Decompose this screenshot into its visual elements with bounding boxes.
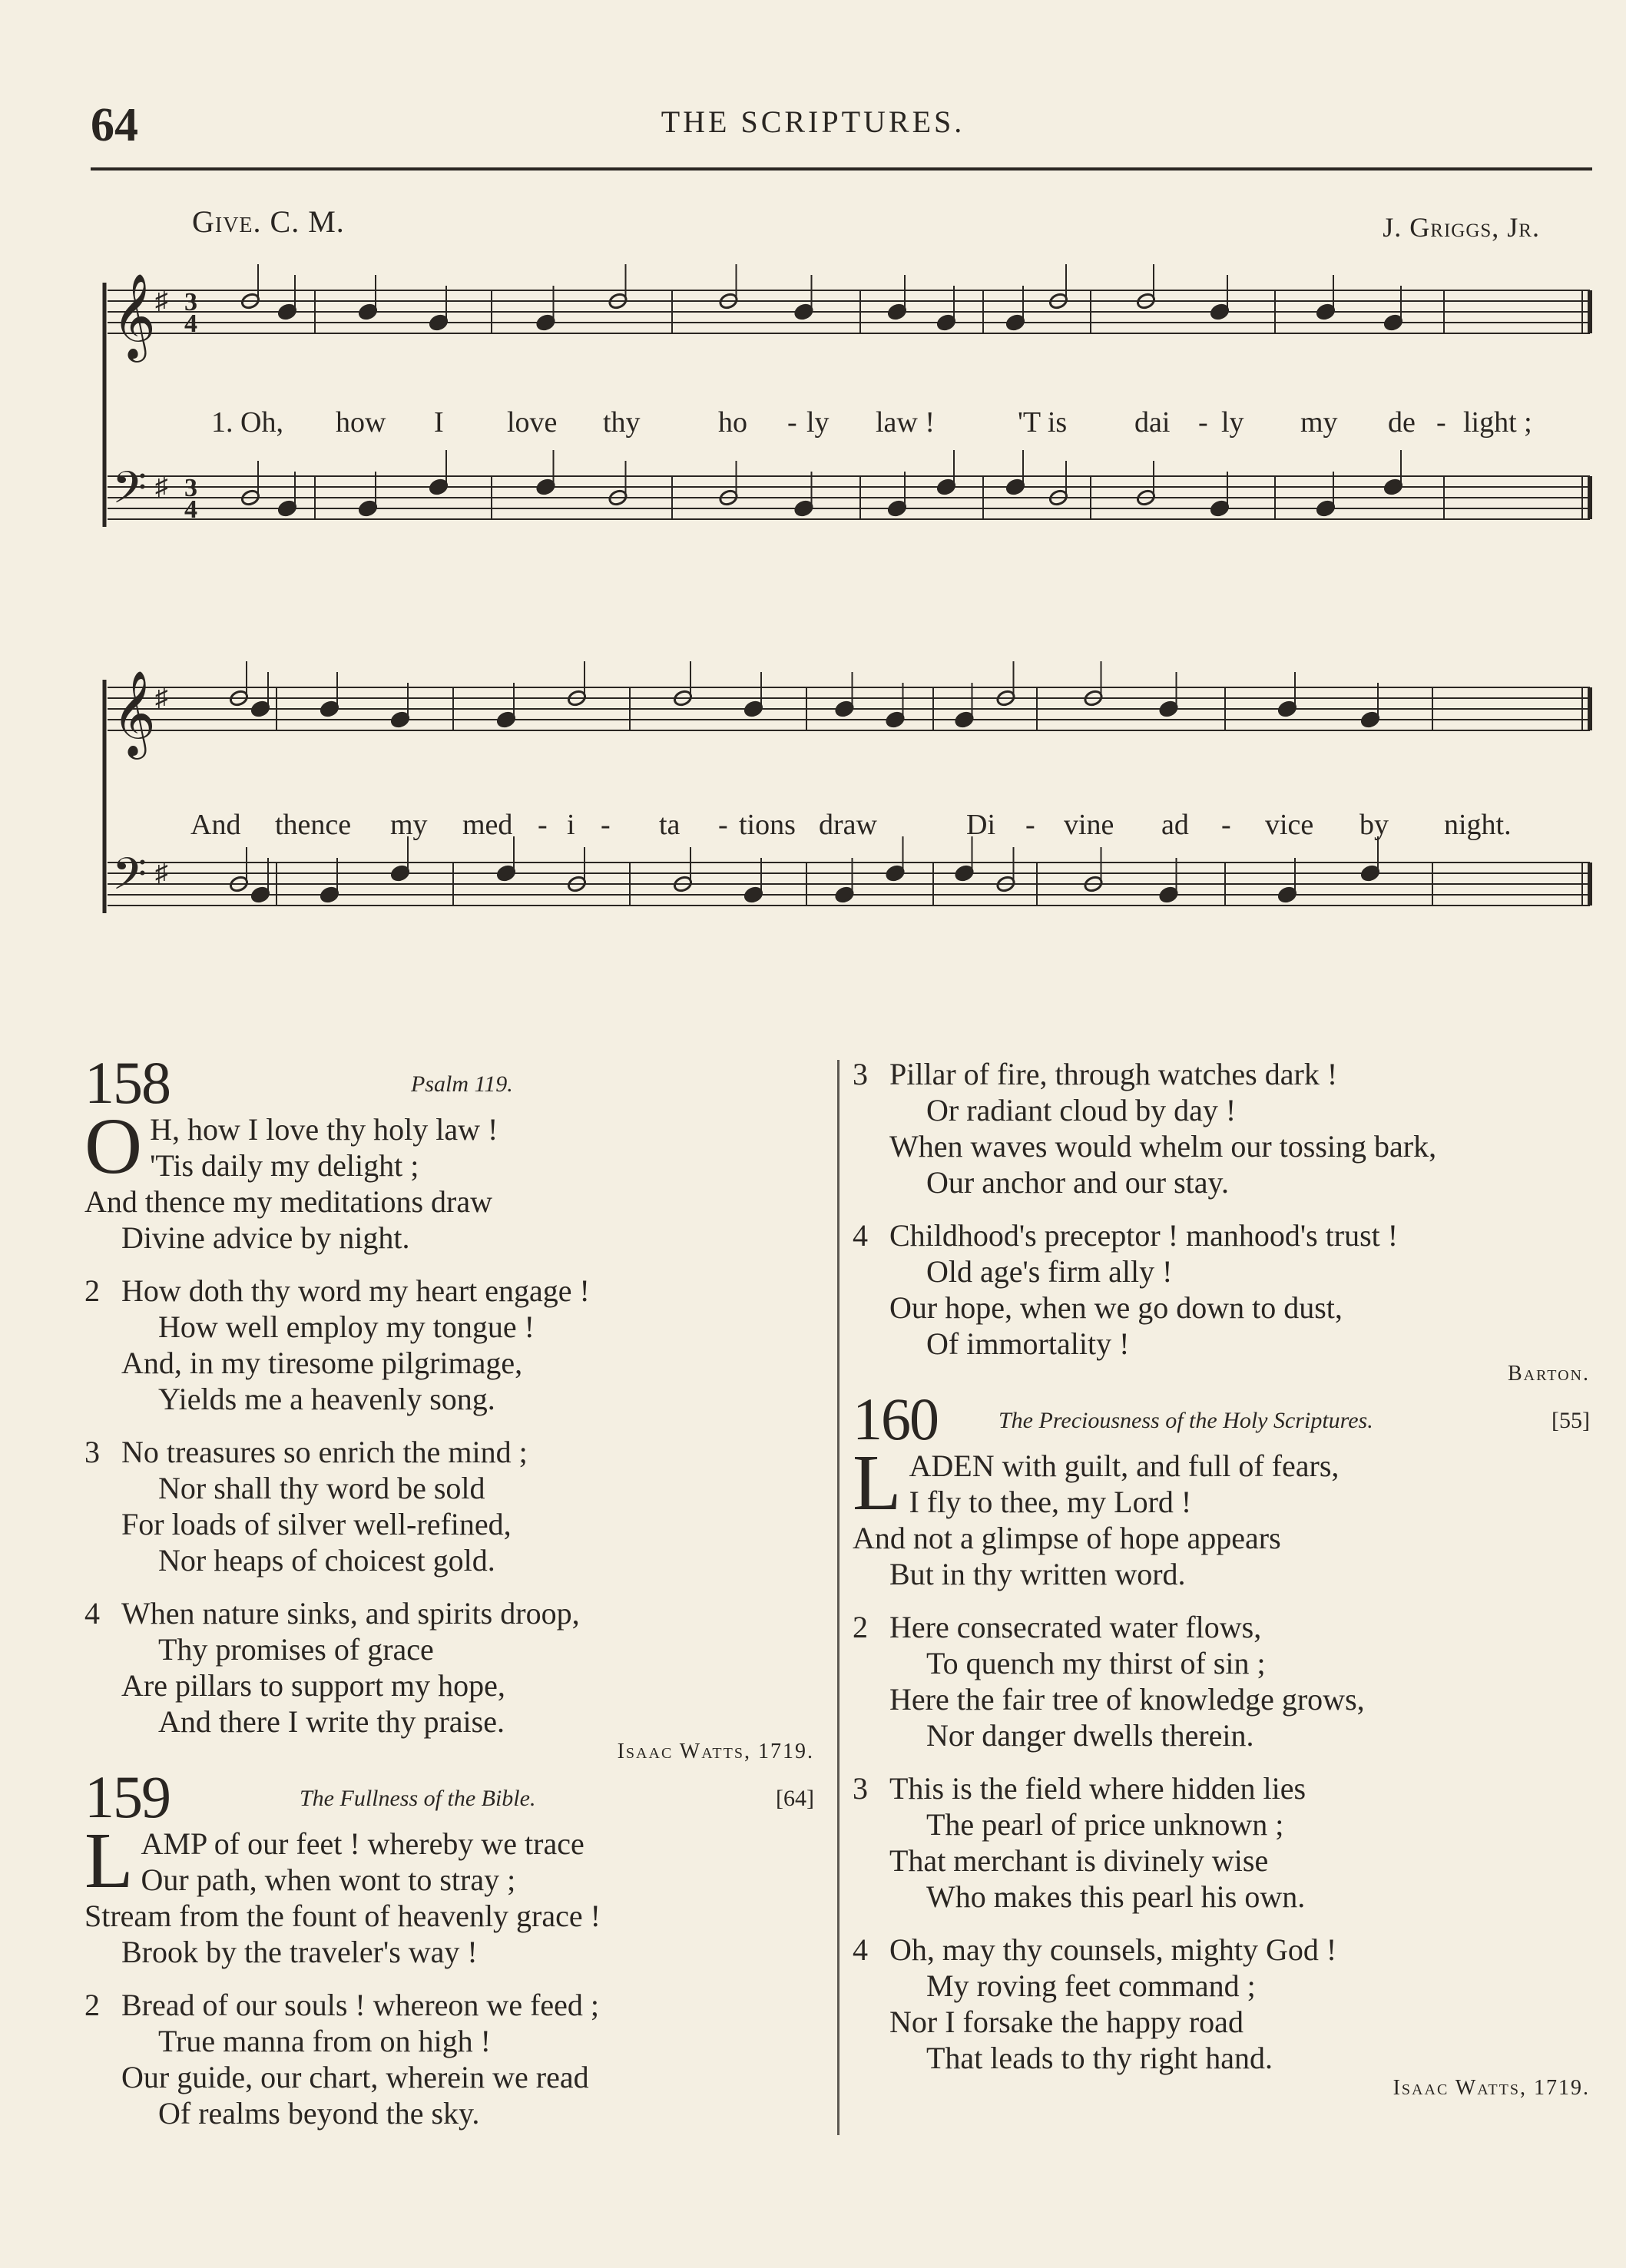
- stanza: [84, 1816, 822, 1970]
- bass-clef-icon: 𝄢: [112, 848, 147, 911]
- stanza-line: And, in my tiresome pilgrimage,: [121, 1346, 523, 1380]
- stanza-number: 4: [853, 1218, 868, 1253]
- stanza-line: And not a glimpse of hope appears: [853, 1521, 1281, 1555]
- treble-clef-icon: 𝄞: [112, 670, 156, 756]
- drop-cap: L: [84, 1816, 134, 1905]
- sharp-key-signature-icon: ♯: [155, 859, 168, 887]
- lyric-syllable: And: [190, 809, 241, 841]
- stanza-line: 2 How doth thy word my heart engage !: [84, 1273, 590, 1308]
- lyric-syllable: thence: [275, 809, 352, 841]
- stanza-number: 2: [84, 1273, 100, 1308]
- lyric-syllable: med: [462, 809, 513, 841]
- lyric-syllable: -: [1198, 406, 1208, 439]
- lyric-syllable: -: [1025, 809, 1035, 841]
- hymn-title: The Fullness of the Bible.: [300, 1786, 536, 1811]
- stanza-line: 4 Oh, may thy counsels, mighty God !: [853, 1932, 1337, 1967]
- stanza-line: Thy promises of grace: [158, 1632, 434, 1667]
- hymn-160: [853, 1386, 1598, 2101]
- treble-clef-icon: 𝄞: [112, 273, 156, 359]
- lyric-syllable: dai: [1134, 406, 1171, 439]
- hymn-158: [84, 1049, 822, 1764]
- stanza-number: 3: [84, 1435, 100, 1469]
- stanza-line: ADEN with guilt, and full of fears,: [909, 1449, 1340, 1483]
- stanza-line: Our anchor and our stay.: [926, 1165, 1229, 1200]
- lyric-syllable: -: [601, 809, 611, 841]
- stanza-line: 4 Childhood's preceptor ! manhood's trust !: [853, 1218, 1399, 1253]
- stanza-line: And there I write thy praise.: [158, 1704, 505, 1739]
- stanza-line: Nor I forsake the happy road: [889, 2005, 1244, 2039]
- stanza: [84, 1987, 822, 2131]
- stanza-line: When waves would whelm our tossing bark,: [889, 1129, 1437, 1164]
- hymn-heading: [84, 1763, 822, 1830]
- stanza: [84, 1434, 822, 1578]
- stanza-line: Nor danger dwells therein.: [926, 1718, 1254, 1753]
- lyric-syllable: i: [567, 809, 575, 841]
- stanza-line: Old age's firm ally !: [926, 1254, 1173, 1289]
- lyric-syllable: vine: [1064, 809, 1114, 841]
- stanza-line: I fly to thee, my Lord !: [909, 1485, 1192, 1519]
- sharp-key-signature-icon: ♯: [155, 684, 168, 712]
- time-signature-top: 3: [184, 474, 197, 502]
- stanza-number: 2: [84, 1988, 100, 2022]
- stanza-line: Or radiant cloud by day !: [926, 1093, 1237, 1127]
- lyric-syllable: by: [1359, 809, 1389, 841]
- hymn-number: 158: [84, 1049, 170, 1116]
- lyric-syllable: ad: [1161, 809, 1189, 841]
- hymn-number: 160: [853, 1386, 938, 1452]
- lyric-syllable: ly: [806, 406, 830, 439]
- stanza-line: 3 Pillar of fire, through watches dark !: [853, 1057, 1338, 1091]
- lyric-syllable: vice: [1265, 809, 1314, 841]
- hymn-reference-number: [55]: [1551, 1408, 1590, 1433]
- hymn-author: Isaac Watts, 1719.: [1393, 2076, 1590, 2100]
- lyric-syllable: -: [718, 809, 728, 841]
- hymn-number: 159: [84, 1763, 170, 1830]
- sharp-key-signature-icon: ♯: [155, 286, 168, 315]
- header-rule: [91, 167, 1592, 171]
- lyric-syllable: how: [336, 406, 386, 439]
- stanza: [84, 1102, 822, 1256]
- stanza-line: H, how I love thy holy law !: [150, 1112, 498, 1147]
- time-signature-top: 3: [184, 288, 197, 316]
- stanza: [853, 1217, 1598, 1362]
- stanza-line: Nor heaps of choicest gold.: [158, 1543, 495, 1578]
- lyric-syllable: love: [507, 406, 558, 439]
- music-system-1: [0, 246, 1626, 645]
- sharp-key-signature-icon: ♯: [155, 472, 168, 501]
- stanza-line: Our hope, when we go down to dust,: [889, 1290, 1343, 1325]
- stanza-line: Are pillars to support my hope,: [121, 1668, 505, 1703]
- bass-clef-icon: 𝄢: [112, 462, 147, 525]
- stanza-line: My roving feet command ;: [926, 1968, 1256, 2003]
- lyric-syllable: ho: [718, 406, 747, 439]
- hymn-title: The Preciousness of the Holy Scriptures.: [998, 1408, 1373, 1433]
- music-system-2: [0, 651, 1626, 1035]
- stanza-number: 2: [853, 1610, 868, 1644]
- lyric-syllable: de: [1388, 406, 1416, 439]
- lyric-syllable: I: [434, 406, 444, 439]
- stanza-line: 2 Here consecrated water flows,: [853, 1610, 1262, 1644]
- stanza-line: How well employ my tongue !: [158, 1309, 535, 1344]
- lyric-syllable: light ;: [1463, 406, 1532, 439]
- lyric-syllable: law !: [876, 406, 936, 439]
- stanza-line: 4 When nature sinks, and spirits droop,: [84, 1596, 580, 1631]
- lyric-syllable: 'T is: [1018, 406, 1068, 439]
- tune-name: Give. C. M.: [192, 204, 345, 239]
- stanza-line: 3 This is the field where hidden lies: [853, 1771, 1306, 1806]
- lyric-syllable: Di: [966, 809, 995, 841]
- stanza-number: 4: [84, 1596, 100, 1631]
- stanza: [853, 1609, 1598, 1753]
- lyric-syllable: draw: [819, 809, 877, 841]
- right-column: [853, 1056, 1598, 2107]
- stanza: [853, 1056, 1598, 1200]
- stanza-line: And thence my meditations draw: [84, 1184, 492, 1219]
- stanza: [853, 1770, 1598, 1915]
- left-column: [84, 1049, 822, 2148]
- stanza-line: 'Tis daily my delight ;: [150, 1148, 419, 1183]
- lyric-syllable: ly: [1221, 406, 1244, 439]
- stanza-line: 3 No treasures so enrich the mind ;: [84, 1435, 528, 1469]
- lyric-syllable: tions: [739, 809, 796, 841]
- lyric-syllable: ta: [659, 809, 681, 841]
- stanza-line: To quench my thirst of sin ;: [926, 1646, 1266, 1680]
- stanza: [84, 1595, 822, 1740]
- drop-cap: O: [84, 1102, 143, 1190]
- stanza-line: For loads of silver well-refined,: [121, 1507, 512, 1541]
- stanza-line: Of realms beyond the sky.: [158, 2096, 480, 2131]
- running-head: THE SCRIPTURES.: [661, 104, 965, 139]
- time-signature-bottom: 4: [184, 495, 197, 524]
- lyric-syllable: my: [1300, 406, 1338, 439]
- page-number: 64: [91, 99, 138, 151]
- lyric-syllable: my: [390, 809, 428, 841]
- lyric-syllable: 1. Oh,: [211, 406, 283, 439]
- stanza-number: 4: [853, 1932, 868, 1967]
- lyric-syllable: -: [1221, 809, 1231, 841]
- stanza-line: AMP of our feet ! whereby we trace: [141, 1826, 584, 1861]
- stanza-line: Brook by the traveler's way !: [121, 1935, 478, 1969]
- stanza: [853, 1932, 1598, 2076]
- stanza-line: Stream from the fount of heavenly grace !: [84, 1899, 601, 1933]
- stanza-line: That leads to thy right hand.: [926, 2041, 1273, 2075]
- stanza-line: The pearl of price unknown ;: [926, 1807, 1284, 1842]
- stanza-line: Of immortality !: [926, 1326, 1130, 1361]
- stanza: [853, 1439, 1598, 1592]
- hymn-heading: [84, 1049, 822, 1116]
- lyric-syllable: -: [538, 809, 548, 841]
- lyric-syllable: -: [787, 406, 797, 439]
- hymn-author: Isaac Watts, 1719.: [617, 1740, 814, 1763]
- lyric-syllable: thy: [603, 406, 641, 439]
- stanza-line: Our path, when wont to stray ;: [141, 1862, 516, 1897]
- hymn-reference-number: [64]: [776, 1786, 814, 1811]
- lyric-syllable: -: [1436, 406, 1446, 439]
- stanza-number: 3: [853, 1057, 868, 1091]
- stanza-line: True manna from on high !: [158, 2024, 491, 2058]
- stanza-line: Divine advice by night.: [121, 1220, 410, 1255]
- hymn-159-continued: [853, 1056, 1598, 1386]
- drop-cap: L: [853, 1439, 902, 1527]
- hymn-159: [84, 1763, 822, 2131]
- stanza-line: 2 Bread of our souls ! whereon we feed ;: [84, 1988, 600, 2022]
- time-signature-bottom: 4: [184, 310, 197, 338]
- column-divider: [837, 1060, 839, 2135]
- stanza-line: That merchant is divinely wise: [889, 1843, 1269, 1878]
- stanza: [84, 1273, 822, 1417]
- stanza-line: Nor shall thy word be sold: [158, 1471, 485, 1505]
- stanza-line: Yields me a heavenly song.: [158, 1382, 495, 1416]
- hymn-author: Barton.: [1508, 1362, 1590, 1386]
- composer: J. Griggs, Jr.: [1383, 212, 1540, 243]
- hymn-title: Psalm 119.: [411, 1071, 513, 1097]
- hymn-heading: [853, 1386, 1598, 1452]
- stanza-line: Our guide, our chart, wherein we read: [121, 2060, 589, 2094]
- stanza-line: Who makes this pearl his own.: [926, 1879, 1306, 1914]
- stanza-line: But in thy written word.: [889, 1557, 1186, 1591]
- stanza-number: 3: [853, 1771, 868, 1806]
- lyric-syllable: night.: [1444, 809, 1512, 841]
- stanza-line: Here the fair tree of knowledge grows,: [889, 1682, 1365, 1717]
